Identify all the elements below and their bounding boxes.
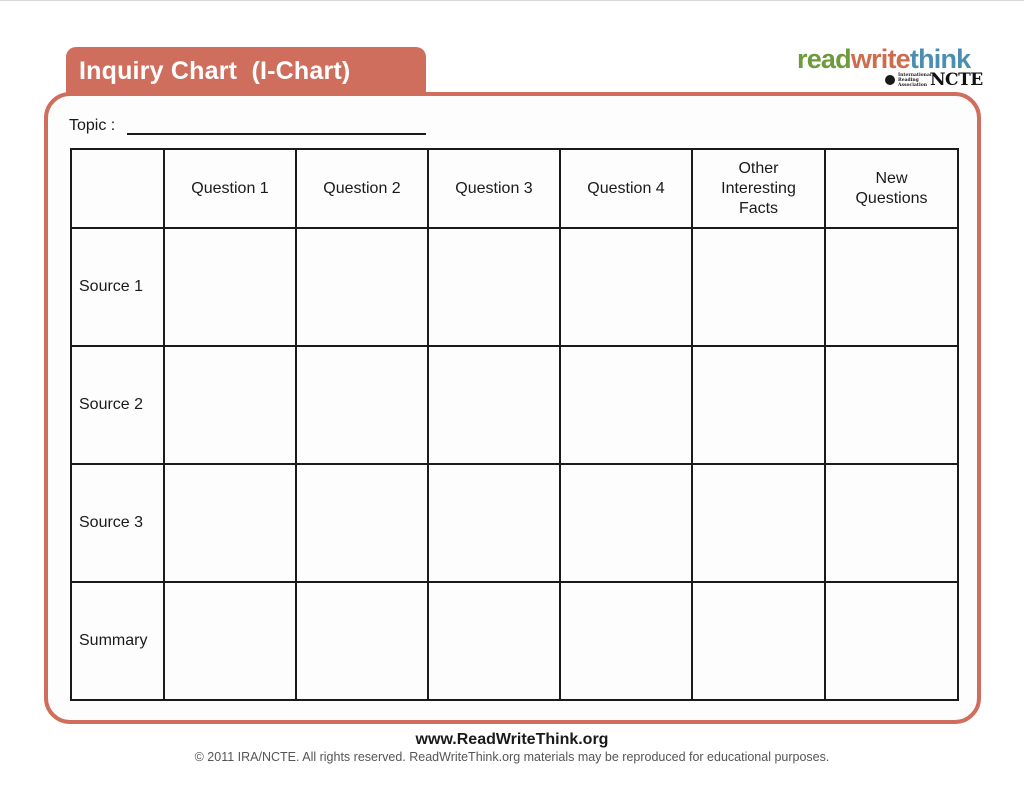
page-title: Inquiry Chart (I-Chart) [66,47,426,96]
cell-input[interactable] [164,582,296,700]
cell-input[interactable] [560,464,692,582]
logo-partners [885,70,983,90]
footer-copyright: © 2011 IRA/NCTE. All rights reserved. ReadWriteThink.org materials may be reproduced for educational purposes. [194,750,830,764]
header-other-facts: Other Interesting Facts [692,149,825,228]
logo-word-read: read [797,44,851,74]
inquiry-chart-table [70,148,959,701]
cell-input[interactable] [692,228,825,346]
table-row [71,582,958,700]
readwritethink-logo [797,44,981,90]
cell-input[interactable] [296,346,428,464]
logo-word-write: write [850,44,910,74]
header-question-2: Question 2 [296,149,428,228]
footer-url: www.ReadWriteThink.org [415,731,609,748]
cell-input[interactable] [560,582,692,700]
ira-line-3: Association [898,83,927,88]
ira-line-1: International [898,73,932,78]
cell-input[interactable] [560,346,692,464]
cell-input[interactable] [692,464,825,582]
cell-input[interactable] [296,228,428,346]
topic-label: Topic : [69,117,116,134]
cell-input[interactable] [825,228,958,346]
row-label-source-2: Source 2 [71,346,164,464]
row-label-summary: Summary [71,582,164,700]
table-row [71,346,958,464]
cell-input[interactable] [560,228,692,346]
table-row [71,228,958,346]
ira-emblem-icon [885,75,895,85]
cell-input[interactable] [692,346,825,464]
row-label-source-1: Source 1 [71,228,164,346]
cell-input[interactable] [428,346,560,464]
cell-input[interactable] [164,228,296,346]
cell-input[interactable] [164,464,296,582]
header-row [71,149,958,228]
logo-word-think: think [909,44,971,74]
header-question-4: Question 4 [560,149,692,228]
row-label-source-3: Source 3 [71,464,164,582]
header-new-questions: New Questions [825,149,958,228]
cell-input[interactable] [692,582,825,700]
cell-input[interactable] [296,582,428,700]
cell-input[interactable] [428,582,560,700]
cell-input[interactable] [825,346,958,464]
table-row [71,464,958,582]
ira-name [898,73,932,88]
ira-line-2: Reading [898,78,919,83]
cell-input[interactable] [825,464,958,582]
topic-input-line[interactable] [127,133,426,135]
header-question-1: Question 1 [164,149,296,228]
cell-input[interactable] [164,346,296,464]
cell-input[interactable] [296,464,428,582]
cell-input[interactable] [428,228,560,346]
top-divider [0,0,1024,1]
cell-input[interactable] [825,582,958,700]
ncte-mark: NCTE [930,70,983,90]
cell-input[interactable] [428,464,560,582]
header-question-3: Question 3 [428,149,560,228]
header-corner-cell [71,149,164,228]
